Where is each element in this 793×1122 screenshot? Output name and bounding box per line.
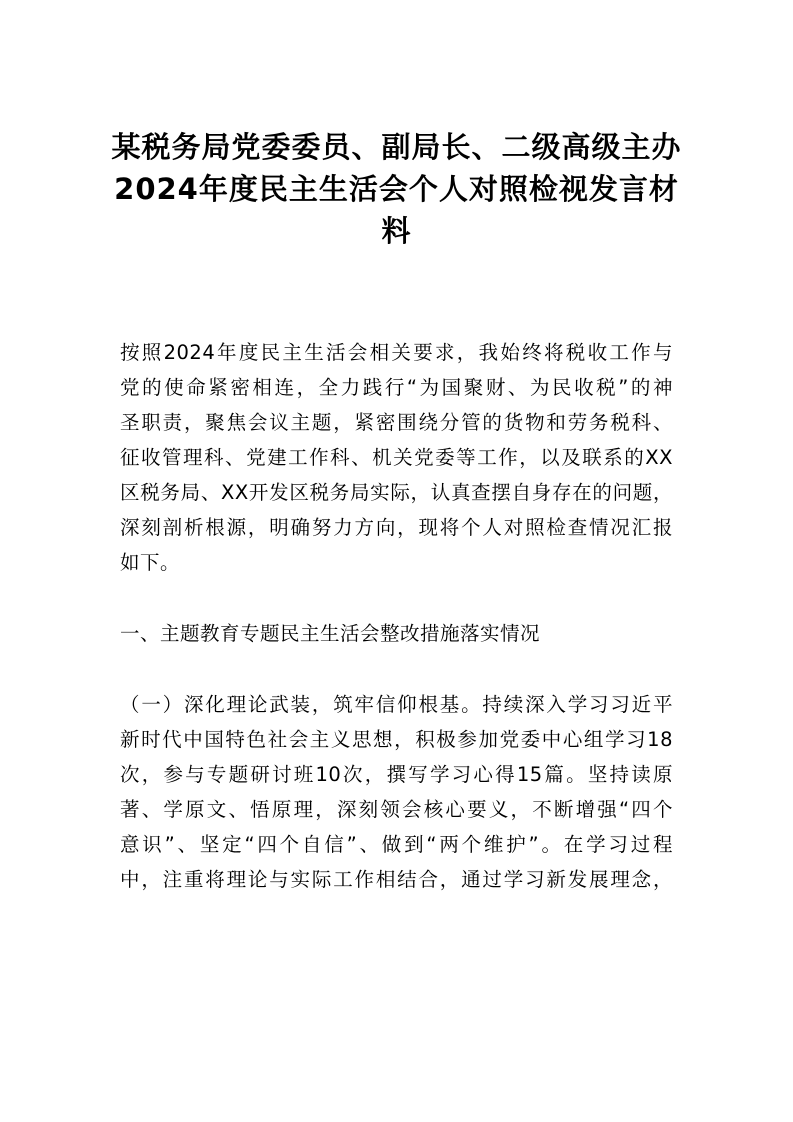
intro-line: 深刻剖析根源，明确努力方向，现将个人对照检查情况汇报 <box>120 516 673 539</box>
paragraph-line: （一）深化理论武装，筑牢信仰根基。持续深入学习习近平 <box>120 693 673 716</box>
intro-line: 党的使命紧密相连，全力践行“为国聚财、为民收税”的神 <box>120 376 673 399</box>
title-line: 2024年度民主生活会个人对照检视发言材 <box>114 172 679 206</box>
intro-line: 区税务局、XX开发区税务局实际，认真查摆自身存在的问题， <box>120 481 673 504</box>
intro-line: 如下。 <box>120 551 181 574</box>
title-line: 某税务局党委委员、副局长、二级高级主办 <box>111 130 682 164</box>
paragraph-line: 新时代中国特色社会主义思想，积极参加党委中心组学习18 <box>120 728 673 751</box>
title-line: 料 <box>381 214 412 248</box>
paragraph-line: 意识”、坚定“四个自信”、做到“两个维护”。在学习过程 <box>120 833 673 856</box>
intro-line: 征收管理科、党建工作科、机关党委等工作，以及联系的XX <box>120 446 673 469</box>
paragraph-line: 次，参与专题研讨班10次，撰写学习心得15篇。坚持读原 <box>120 763 673 786</box>
section-heading: 一、主题教育专题民主生活会整改措施落实情况 <box>120 622 541 645</box>
document-title <box>110 126 683 252</box>
intro-line: 按照2024年度民主生活会相关要求，我始终将税收工作与 <box>120 341 673 364</box>
paragraph-line: 著、学原文、悟原理，深刻领会核心要义，不断增强“四个 <box>120 798 673 821</box>
paragraph-line: 中，注重将理论与实际工作相结合，通过学习新发展理念， <box>120 868 673 891</box>
intro-line: 圣职责，聚焦会议主题，紧密围绕分管的货物和劳务税科、 <box>120 411 673 434</box>
